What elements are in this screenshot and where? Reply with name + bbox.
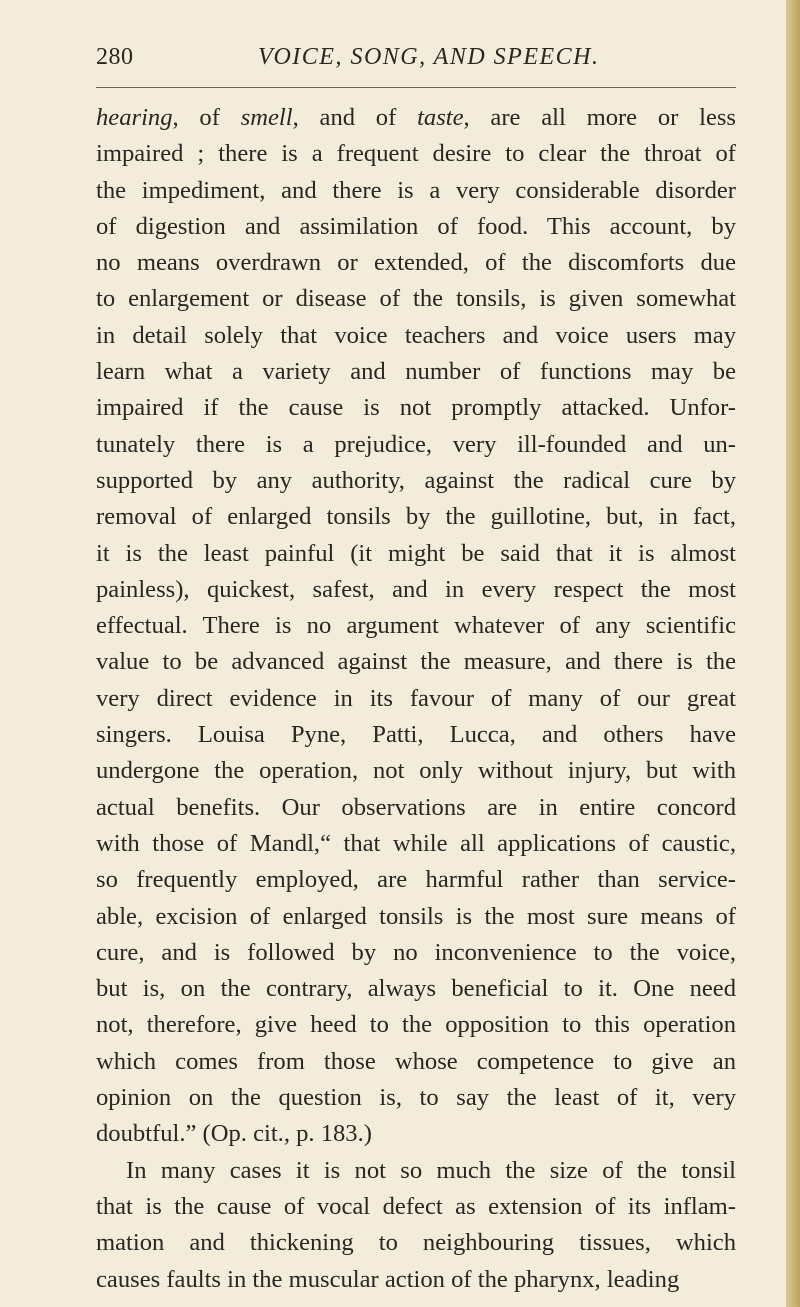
text-line: which comes from those whose competence to give an bbox=[96, 1047, 736, 1075]
text-line: actual benefits. Our observations are in entire concord bbox=[96, 793, 736, 821]
text-line: doubtful.” (Op. cit., p. 183.) bbox=[96, 1120, 372, 1148]
text-line: cure, and is followed by no inconvenience to the voice, bbox=[96, 938, 736, 966]
page-edge bbox=[786, 0, 800, 1307]
text-line: undergone the operation, not only without injury, but with bbox=[96, 757, 736, 785]
text-line: very direct evidence in its favour of many of our great bbox=[96, 684, 736, 712]
text-line: learn what a variety and number of functions may be bbox=[96, 358, 736, 386]
text-line: able, excision of enlarged tonsils is the most sure means of bbox=[96, 902, 736, 930]
text-line: effectual. There is no argument whatever of any scientific bbox=[96, 612, 736, 640]
running-title: VOICE, SONG, AND SPEECH. bbox=[258, 44, 600, 70]
text-line: singers. Louisa Pyne, Patti, Lucca, and others have bbox=[96, 721, 736, 749]
text-line: impaired ; there is a frequent desire to clear the throat of bbox=[96, 140, 736, 168]
running-head bbox=[96, 44, 736, 78]
text-line: causes faults in the muscular action of the pharynx, leading bbox=[96, 1265, 680, 1293]
text-line: with those of Mandl,“ that while all applications of caustic, bbox=[96, 829, 736, 857]
text-line: tunately there is a prejudice, very ill-founded and un- bbox=[96, 430, 736, 458]
text-line: impaired if the cause is not promptly attacked. Unfor- bbox=[96, 394, 736, 422]
text-line: it is the least painful (it might be said that it is almost bbox=[96, 539, 736, 567]
body-text bbox=[96, 100, 736, 1298]
text-line: but is, on the contrary, always beneficial to it. One need bbox=[96, 975, 736, 1003]
page-number: 280 bbox=[96, 44, 134, 70]
text-line: in detail solely that voice teachers and voice users may bbox=[96, 321, 736, 349]
text-line: the impediment, and there is a very considerable disorder bbox=[96, 176, 736, 204]
text-line: so frequently employed, are harmful rather than service- bbox=[96, 866, 736, 894]
text-line: that is the cause of vocal defect as extension of its inflam- bbox=[96, 1192, 736, 1220]
header-rule bbox=[96, 87, 736, 88]
text-line: supported by any authority, against the radical cure by bbox=[96, 466, 736, 494]
text-line: removal of enlarged tonsils by the guillotine, but, in fact, bbox=[96, 503, 736, 531]
text-line: to enlargement or disease of the tonsils, is given somewhat bbox=[96, 285, 736, 313]
text-line: opinion on the question is, to say the least of it, very bbox=[96, 1084, 736, 1112]
text-line: mation and thickening to neighbouring tissues, which bbox=[96, 1229, 736, 1257]
text-line: value to be advanced against the measure, and there is the bbox=[96, 648, 736, 676]
text-line: of digestion and assimilation of food. This account, by bbox=[96, 212, 736, 240]
text-line: no means overdrawn or extended, of the discomforts due bbox=[96, 249, 736, 277]
text-line: In many cases it is not so much the size of the tonsil bbox=[126, 1156, 736, 1184]
text-line: painless), quickest, safest, and in every respect the most bbox=[96, 575, 736, 603]
text-line: hearing, of smell, and of taste, are all more or less bbox=[96, 104, 737, 131]
text-line: not, therefore, give heed to the opposition to this operation bbox=[96, 1011, 736, 1039]
